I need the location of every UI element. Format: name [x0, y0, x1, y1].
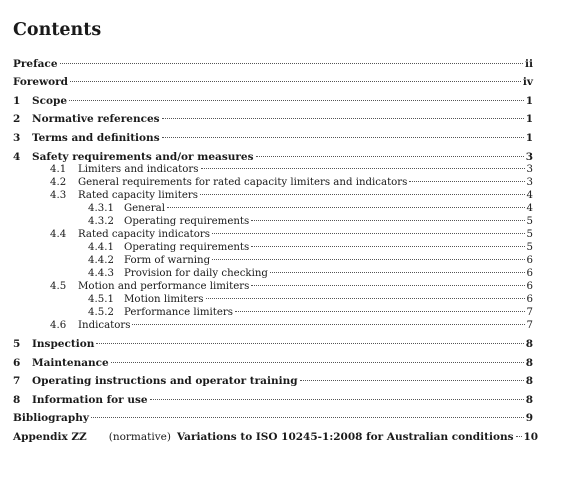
toc-entry-label: Bibliography — [13, 412, 89, 424]
dot-leader — [251, 246, 524, 247]
toc-entry-label: Indicators — [78, 320, 131, 331]
dot-leader — [91, 417, 524, 418]
toc-entry-number: 4.5.1 — [88, 294, 114, 305]
toc-entry-label: Scope — [32, 95, 68, 107]
toc-entry-number: 4.6 — [50, 320, 67, 331]
toc-entry-page: 8 — [525, 394, 533, 406]
toc-entry-label: Motion limiters — [124, 294, 204, 305]
toc-entry-4-4-3[interactable] — [13, 267, 533, 281]
toc-entry-information-for-use[interactable] — [13, 393, 533, 407]
toc-entry-number: 4.4.1 — [88, 242, 114, 253]
toc-entry-number: 4.3.2 — [88, 216, 114, 227]
toc-entry-page: 5 — [526, 242, 533, 253]
toc-entry-terms-and-definitions[interactable] — [13, 131, 533, 145]
toc-entry-4-4-2[interactable] — [13, 254, 533, 268]
toc-entry-page: 1 — [525, 132, 533, 144]
dot-leader — [256, 156, 524, 157]
toc-entry-inspection[interactable] — [13, 337, 533, 351]
toc-entry-appendix-zz[interactable] — [13, 430, 539, 444]
toc-entry-4-3-2[interactable] — [13, 215, 533, 229]
toc-entry-preface[interactable] — [13, 57, 533, 71]
toc-entry-page: 4 — [526, 190, 533, 201]
toc-entry-maintenance[interactable] — [13, 356, 533, 370]
toc-entry-number: 4.2 — [50, 177, 67, 188]
toc-entry-page: 1 — [525, 113, 533, 125]
toc-entry-label: Operating requirements — [124, 216, 250, 227]
toc-entry-number: 4.3.1 — [88, 203, 114, 214]
toc-entry-page: 6 — [526, 281, 533, 292]
toc-entry-page: 5 — [526, 216, 533, 227]
dot-leader — [150, 399, 524, 400]
toc-entry-number: 4.5 — [50, 281, 67, 292]
dot-leader — [300, 380, 524, 381]
toc-entry-page: 10 — [523, 431, 539, 443]
dot-leader — [212, 233, 525, 234]
toc-entry-page: 6 — [526, 294, 533, 305]
toc-entry-4-6[interactable] — [13, 319, 533, 333]
toc-entry-page: 6 — [526, 268, 533, 279]
toc-entry-page: 6 — [526, 255, 533, 266]
toc-entry-page: iv — [522, 76, 533, 88]
toc-entry-label: Provision for daily checking — [124, 268, 268, 279]
toc-entry-prefix: (normative) — [108, 431, 171, 443]
toc-entry-number: 4.3 — [50, 190, 67, 201]
toc-entry-number: 8 — [13, 394, 21, 406]
toc-entry-label: General — [124, 203, 165, 214]
dot-leader — [167, 207, 525, 208]
toc-entry-label: Terms and definitions — [32, 132, 160, 144]
toc-entry-number: 4.5.2 — [88, 307, 114, 318]
toc-entry-normative-references[interactable] — [13, 112, 533, 126]
toc-entry-number: 3 — [13, 132, 21, 144]
toc-entry-page: 4 — [526, 203, 533, 214]
toc-entry-page: 8 — [525, 338, 533, 350]
toc-entry-label: Normative references — [32, 113, 160, 125]
dot-leader — [206, 298, 525, 299]
toc-entry-number: 4.4.3 — [88, 268, 114, 279]
toc-entry-4-3[interactable] — [13, 189, 533, 203]
toc-entry-label: Limiters and indicators — [78, 164, 199, 175]
toc-entry-label: Form of warning — [124, 255, 211, 266]
toc-entry-label: General requirements for rated capacity limiters and indicators — [78, 177, 408, 188]
dot-leader — [111, 362, 524, 363]
toc-entry-page: 3 — [526, 177, 533, 188]
dot-leader — [69, 100, 524, 101]
toc-entry-label: Motion and performance limiters — [78, 281, 250, 292]
dot-leader — [162, 137, 524, 138]
toc-entry-operating-instructions[interactable] — [13, 374, 533, 388]
toc-entry-label: Safety requirements and/or measures — [32, 151, 254, 163]
contents-title: Contents — [13, 20, 102, 40]
toc-entry-label: Appendix ZZ — [13, 431, 87, 443]
toc-entry-number: 4.4.2 — [88, 255, 114, 266]
dot-leader — [132, 324, 524, 325]
dot-leader — [60, 63, 524, 64]
toc-entry-page: 9 — [525, 412, 533, 424]
toc-entry-4-3-1[interactable] — [13, 202, 533, 216]
toc-entry-label: Rated capacity indicators — [78, 229, 210, 240]
dot-leader — [270, 272, 525, 273]
toc-entry-bibliography[interactable] — [13, 411, 533, 425]
toc-entry-label: Rated capacity limiters — [78, 190, 198, 201]
toc-entry-label: Information for use — [32, 394, 148, 406]
toc-entry-label: Operating requirements — [124, 242, 250, 253]
toc-entry-label: Foreword — [13, 76, 69, 88]
dot-leader — [409, 181, 524, 182]
toc-entry-4-2[interactable] — [13, 176, 533, 190]
toc-entry-page: ii — [525, 58, 533, 70]
toc-entry-label: Inspection — [32, 338, 95, 350]
toc-entry-safety-requirements[interactable] — [13, 150, 533, 164]
toc-entry-number: 7 — [13, 375, 21, 387]
toc-entry-4-4[interactable] — [13, 228, 533, 242]
toc-entry-4-1[interactable] — [13, 163, 533, 177]
toc-entry-label: Performance limiters — [124, 307, 233, 318]
toc-entry-page: 7 — [526, 307, 533, 318]
toc-entry-number: 4 — [13, 151, 21, 163]
dot-leader — [96, 343, 523, 344]
toc-entry-label: Operating instructions and operator training — [32, 375, 298, 387]
dot-leader — [200, 194, 525, 195]
toc-entry-4-5[interactable] — [13, 280, 533, 294]
toc-entry-number: 4.4 — [50, 229, 67, 240]
toc-entry-page: 7 — [526, 320, 533, 331]
dot-leader — [201, 168, 525, 169]
toc-entry-number: 5 — [13, 338, 21, 350]
dot-leader — [212, 259, 524, 260]
toc-entry-page: 8 — [525, 357, 533, 369]
dot-leader — [251, 285, 524, 286]
toc-entry-label-detail: Variations to ISO 10245-1:2008 for Australian conditions — [176, 431, 514, 443]
toc-entry-page: 1 — [525, 95, 533, 107]
toc-entry-page: 3 — [526, 164, 533, 175]
dot-leader — [70, 81, 521, 82]
toc-entry-foreword[interactable] — [13, 75, 533, 89]
dot-leader — [251, 220, 524, 221]
toc-entry-number: 1 — [13, 95, 21, 107]
toc-entry-number: 6 — [13, 357, 21, 369]
toc-entry-number: 4.1 — [50, 164, 67, 175]
toc-entry-scope[interactable] — [13, 94, 533, 108]
dot-leader — [235, 311, 525, 312]
toc-entry-4-4-1[interactable] — [13, 241, 533, 255]
dot-leader — [516, 436, 522, 437]
toc-entry-label: Maintenance — [32, 357, 109, 369]
toc-entry-4-5-2[interactable] — [13, 306, 533, 320]
toc-entry-label: Preface — [13, 58, 58, 70]
dot-leader — [162, 118, 524, 119]
toc-entry-page: 5 — [526, 229, 533, 240]
toc-entry-number: 2 — [13, 113, 21, 125]
toc-entry-page: 3 — [525, 151, 533, 163]
toc-entry-4-5-1[interactable] — [13, 293, 533, 307]
toc-entry-page: 8 — [525, 375, 533, 387]
